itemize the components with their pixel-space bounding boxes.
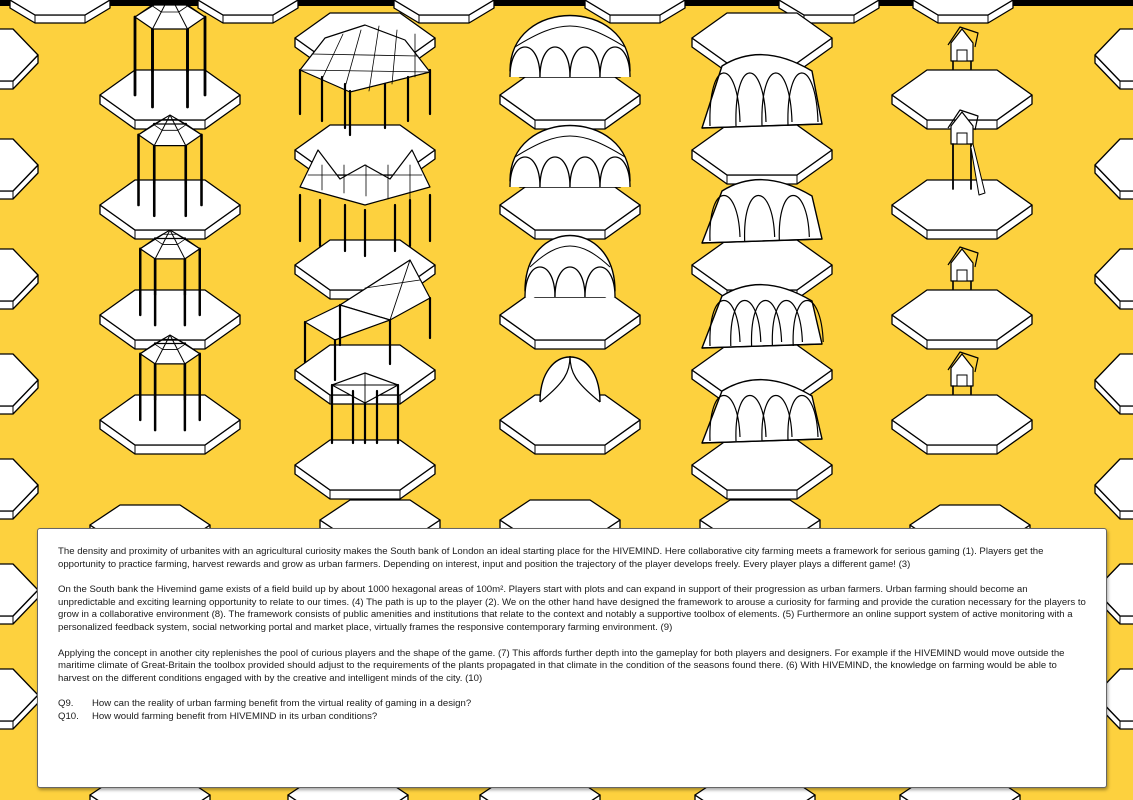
question-text: How would farming benefit from HIVEMIND in its urban conditions? [92, 710, 378, 722]
question-q10 [58, 711, 1086, 724]
question-text: How can the reality of urban farming benefit from the virtual reality of gaming in a design? [92, 698, 472, 710]
paragraph-intro: The density and proximity of urbanites with an agricultural curiosity makes the South bank of London an ideal starting place for the HIVEMIND. Here collaborative city farming meets a framework for serious gaming (1). Players get the opportunity to practice farming, harvest rewards and grow as urban farmers. Depending on interest, input and position the trajectory of the player develops freely. Every player plays a different game! (3) [58, 546, 1044, 570]
question-number: Q10. [58, 710, 79, 722]
question-q9 [58, 698, 1086, 711]
paragraph-other-city: Applying the concept in another city replenishes the pool of curious players and the shape of the game. (7) This affords further depth into the gameplay for both players and designers. For example if the HIVEMIND would move outside the maritime climate of Great-Britain the toolbox provided should adjust to the requirements of the plants propagated in that climate in the condition of the seasons found there. (6) With HIVEMIND, the knowledge on farming would be able to harvest on the different conditions engaged with by the creative and intelligent minds of the city. (10) [58, 647, 1065, 684]
paragraph-south-bank: On the South bank the Hivemind game exists of a field build up by about 1000 hexagonal areas of 100m². Players start with plots and can expand in support of their progression as urban farmers. Urban farming should become an unpredictable and exciting learning opportunity to relate to our times. (4) The path is up to the player (2). We on the other hand have designed the framework to arouse a curiosity for farming and provide the curation necessary for the players to grow in a collaborative environment (8). The framework consists of public amenities and institutions that relate to the context and notably a supportive toolbox of elements. (5) Furthermore an online support system of active monitoring with a personalized feedback system, social networking portal and market place, virtually frames the responsive contemporary farming environment. (9) [58, 584, 1086, 633]
question-number: Q9. [58, 698, 74, 710]
description-panel [37, 528, 1107, 788]
